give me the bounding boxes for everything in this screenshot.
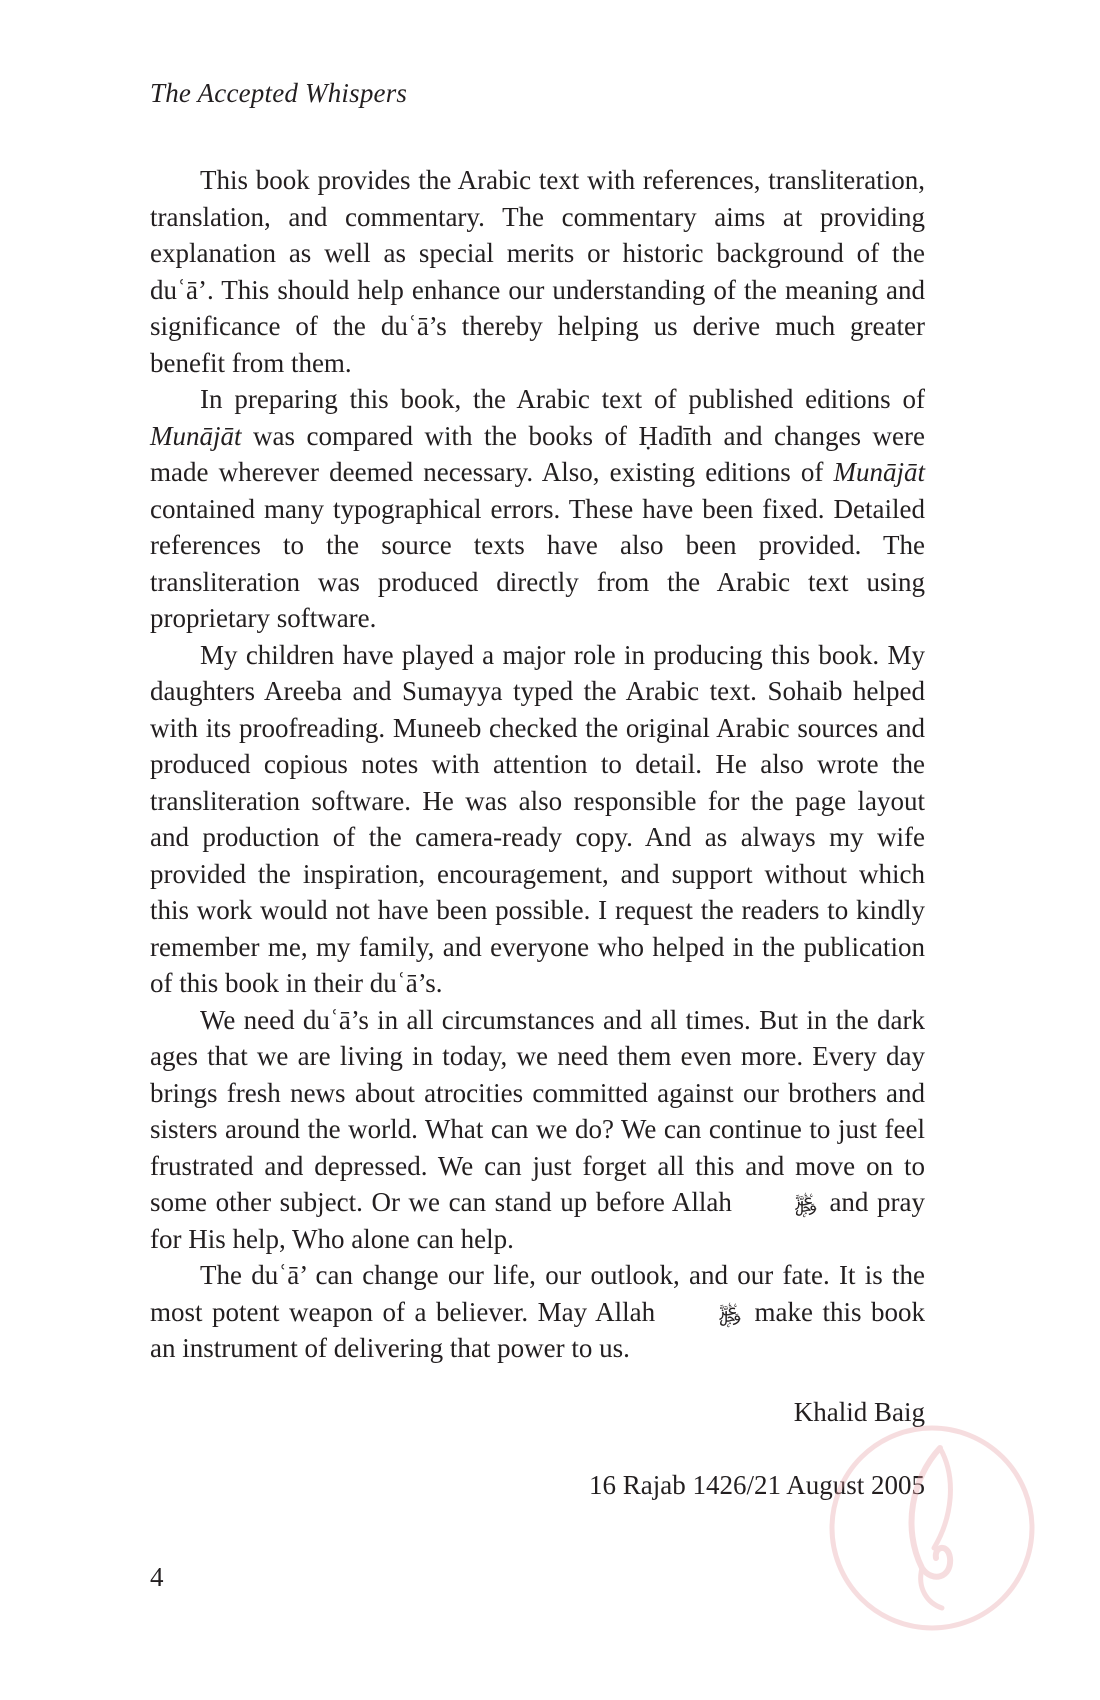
text-run: was compared with the books of Ḥadīth and changes were made wherever deemed necessary. Also, existing editions of	[150, 420, 925, 487]
author-signature: Khalid Baig	[793, 1397, 925, 1427]
body-text	[150, 162, 925, 1367]
paragraph-preparation	[150, 381, 925, 637]
quill-seal-icon	[822, 1418, 1042, 1638]
paragraph-need-for-dua	[150, 1002, 925, 1258]
honorific-glyph: ﷿	[793, 1189, 818, 1214]
paragraph-intro: This book provides the Arabic text with references, transliteration, translation, and commentary. The commentary aims at providing explanation as well as special merits or historic background of the duʿā’. This should help enhance our understanding of the meaning and significance of the duʿā’s thereby helping us derive much greater benefit from them.	[150, 165, 925, 378]
italic-title: Munājāt	[150, 420, 242, 451]
text-run: We need duʿā’s in all circumstances and all times. But in the dark ages that we are living in today, we need them even more. Every day brings fresh news about atrocities committed against our brothers and sisters around the world. What can we do? We can continue to just feel frustrated and depressed. We can just forget all this and move on to some other subject. Or we can stand up before Allah	[150, 1004, 925, 1217]
paragraph-closing	[150, 1257, 925, 1367]
text-run: make this book an instrument of delivering that power to us.	[150, 1296, 926, 1363]
text-run: The duʿā’ can change our life, our outlook, and our fate. It is the most potent weapon of a believer. May Allah	[150, 1260, 925, 1327]
running-header: The Accepted Whispers	[150, 78, 408, 108]
paragraph-acknowledgements: My children have played a major role in producing this book. My daughters Areeba and Sumayya typed the Arabic text. Sohaib helped with its proofreading. Muneeb checked the original Arabic sources and produced copious notes with attention to detail. He also wrote the transliteration software. He was also responsible for the page layout and production of the camera-ready copy. And as always my wife provided the inspiration, encouragement, and support without which this work would not have been possible. I request the readers to kindly remember me, my family, and everyone who helped in the publication of this book in their duʿā’s.	[150, 639, 925, 998]
text-run: contained many typographical errors. These have been fixed. Detailed references to the source texts have also been provided. The transliteration was produced directly from the Arabic text using proprietary software.	[150, 493, 925, 633]
page-number: 4	[150, 1562, 164, 1592]
italic-title: Munājāt	[833, 457, 925, 487]
text-run: In preparing this book, the Arabic text of published editions of	[200, 384, 925, 414]
signature-date: 16 Rajab 1426/21 August 2005	[589, 1470, 925, 1500]
honorific-glyph: ﷿	[717, 1298, 743, 1324]
text-run: and pray for His help, Who alone can help.	[150, 1187, 926, 1254]
